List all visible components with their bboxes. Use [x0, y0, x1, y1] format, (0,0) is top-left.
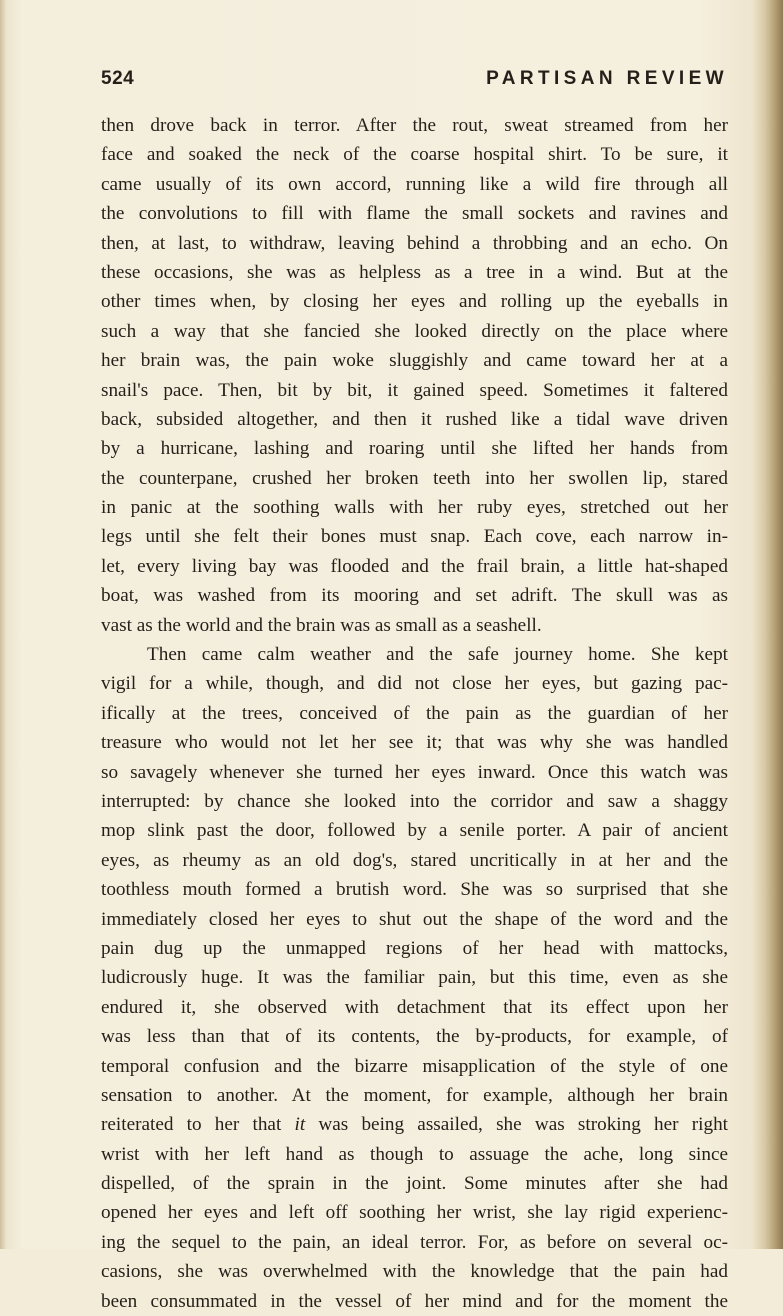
- text-line: the convolutions to fill with flame the small sockets and ravines and: [101, 203, 728, 225]
- paragraph-first-line: Then came calm weather and the safe journey home. She kept: [147, 644, 728, 666]
- text-line: by a hurricane, lashing and roaring until she lifted her hands from: [101, 438, 728, 460]
- text-line: treasure who would not let her see it; that was why she was handled: [101, 732, 728, 754]
- text-line: then drove back in terror. After the rout, sweat streamed from her: [101, 115, 728, 136]
- text-line: been consummated in the vessel of her mind and for the moment the: [101, 1290, 728, 1312]
- text-line: such a way that she fancied she looked directly on the place where: [101, 320, 728, 342]
- text-line: other times when, by closing her eyes and rolling up the eyeballs in: [101, 291, 728, 313]
- text-line: immediately closed her eyes to shut out the shape of the word and the: [101, 908, 728, 930]
- text-line: pain dug up the unmapped regions of her head with mattocks,: [101, 937, 728, 959]
- running-head: PARTISAN REVIEW: [486, 68, 728, 89]
- text-line: back, subsided altogether, and then it rushed like a tidal wave driven: [101, 408, 728, 430]
- text-line: then, at last, to withdraw, leaving behind a throbbing and an echo. On: [101, 232, 728, 254]
- text-line: mop slink past the door, followed by a senile porter. A pair of ancient: [101, 820, 728, 842]
- text-segment: reiterated to her that: [101, 1114, 282, 1136]
- text-segment: was being assailed, she was stroking her right: [318, 1114, 728, 1136]
- text-line: came usually of its own accord, running like a wild fire through all: [101, 173, 728, 195]
- text-line: boat, was washed from its mooring and set adrift. The skull was as: [101, 585, 728, 607]
- text-line: face and soaked the neck of the coarse hospital shirt. To be sure, it: [101, 144, 728, 166]
- text-line: sensation to another. At the moment, for example, although her brain: [101, 1084, 728, 1106]
- text-line: endured it, she observed with detachment that its effect upon her: [101, 996, 728, 1018]
- text-line: let, every living bay was flooded and the frail brain, a little hat-shaped: [101, 555, 728, 577]
- text-line: snail's pace. Then, bit by bit, it gained speed. Sometimes it faltered: [101, 379, 728, 401]
- text-line: vigil for a while, though, and did not close her eyes, but gazing pac-: [101, 673, 728, 695]
- text-line: in panic at the soothing walls with her ruby eyes, stretched out her: [101, 497, 728, 519]
- page-binding-edge: [0, 0, 6, 1249]
- page-header: [101, 64, 728, 94]
- text-line: so savagely whenever she turned her eyes inward. Once this watch was: [101, 761, 728, 783]
- text-line: interrupted: by chance she looked into the corridor and saw a shaggy: [101, 790, 728, 812]
- text-line: ing the sequel to the pain, an ideal terror. For, as before on several oc-: [101, 1231, 728, 1253]
- text-line: dispelled, of the sprain in the joint. Some minutes after she had: [101, 1173, 728, 1195]
- text-line: ifically at the trees, conceived of the pain as the guardian of her: [101, 702, 728, 724]
- text-line: casions, she was overwhelmed with the knowledge that the pain had: [101, 1261, 728, 1283]
- text-line: temporal confusion and the bizarre misapplication of the style of one: [101, 1055, 728, 1077]
- text-line-with-italic: [101, 1110, 728, 1139]
- text-line: ludicrously huge. It was the familiar pain, but this time, even as she: [101, 967, 728, 989]
- text-line: eyes, as rheumy as an old dog's, stared uncritically in at her and the: [101, 849, 728, 871]
- text-line: legs until she felt their bones must snap. Each cove, each narrow in-: [101, 526, 728, 548]
- text-line: opened her eyes and left off soothing her wrist, she lay rigid experienc-: [101, 1202, 728, 1224]
- body-text: [101, 111, 728, 1316]
- text-line: was less than that of its contents, the by-products, for example, of: [101, 1026, 728, 1048]
- text-line: these occasions, she was as helpless as a tree in a wind. But at the: [101, 261, 728, 283]
- text-line: toothless mouth formed a brutish word. She was so surprised that she: [101, 879, 728, 901]
- text-line: wrist with her left hand as though to assuage the ache, long since: [101, 1143, 728, 1165]
- page-number: 524: [101, 68, 135, 89]
- paragraph-last-line: vast as the world and the brain was as small as a seashell.: [101, 614, 542, 636]
- text-line: her brain was, the pain woke sluggishly and came toward her at a: [101, 350, 728, 372]
- italic-word: it: [294, 1114, 306, 1136]
- text-line: the counterpane, crushed her broken teeth into her swollen lip, stared: [101, 467, 728, 489]
